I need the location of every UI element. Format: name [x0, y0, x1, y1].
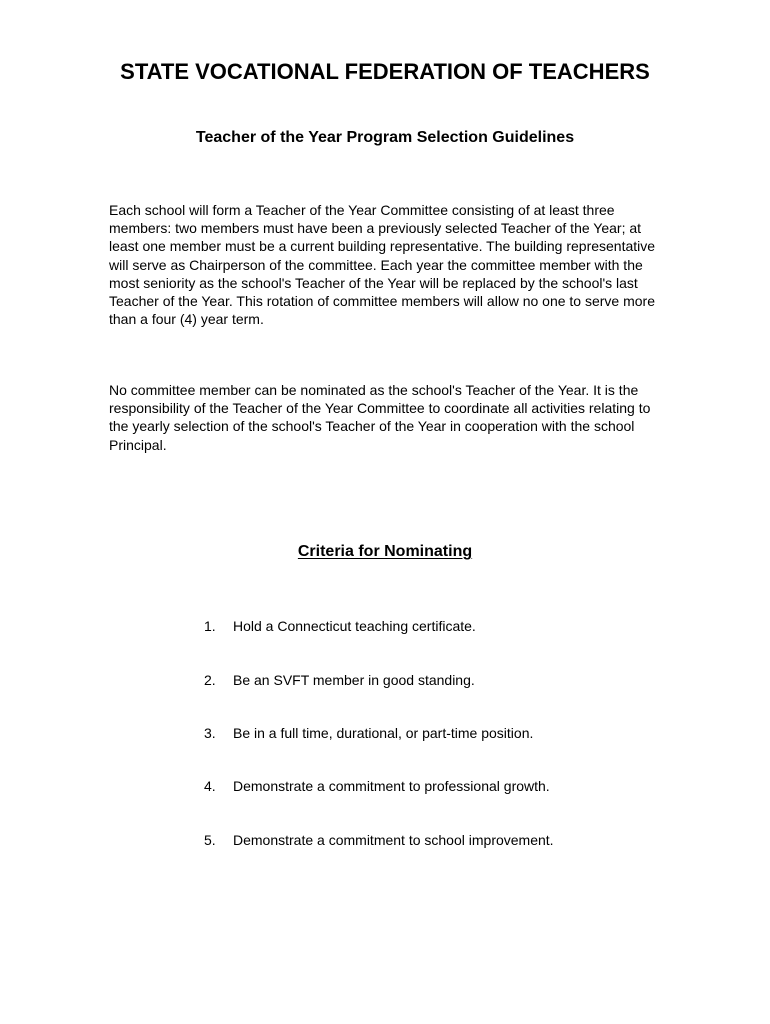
- criteria-text: Be in a full time, durational, or part-time position.: [233, 725, 534, 741]
- criteria-text: Demonstrate a commitment to school improvement.: [233, 832, 554, 848]
- criteria-heading: [0, 542, 770, 562]
- criteria-text: Be an SVFT member in good standing.: [233, 672, 475, 688]
- criteria-number: 3.: [204, 725, 216, 741]
- criteria-number: 1.: [204, 618, 216, 634]
- criteria-text: Hold a Connecticut teaching certificate.: [233, 618, 476, 634]
- criteria-heading-text: Criteria for Nominating: [297, 543, 473, 560]
- document-subtitle: Teacher of the Year Program Selection Guidelines: [195, 129, 575, 146]
- criteria-number: 5.: [204, 832, 216, 848]
- criteria-text: Demonstrate a commitment to professional growth.: [233, 778, 550, 794]
- paragraph-committee-formation: Each school will form a Teacher of the Year Committee consisting of at least three members: two members must have been a previously selected Teacher of the Year; at least one member must be a current building representative. The building representative will serve as Chairperson of the committee. Each year the committee member with the most seniority as the school's Teacher of the Year will be replaced by the school's last Teacher of the Year. This rotation of committee members will allow no one to serve more than a four (4) year term.: [109, 202, 656, 328]
- paragraph-committee-responsibility: No committee member can be nominated as the school's Teacher of the Year. It is the responsibility of the Teacher of the Year Committee to coordinate all activities relating to the yearly selection of the school's Teacher of the Year in cooperation with the school Principal.: [109, 382, 651, 453]
- criteria-number: 2.: [204, 672, 216, 688]
- criteria-number: 4.: [204, 778, 216, 794]
- document-title: STATE VOCATIONAL FEDERATION OF TEACHERS: [120, 59, 650, 84]
